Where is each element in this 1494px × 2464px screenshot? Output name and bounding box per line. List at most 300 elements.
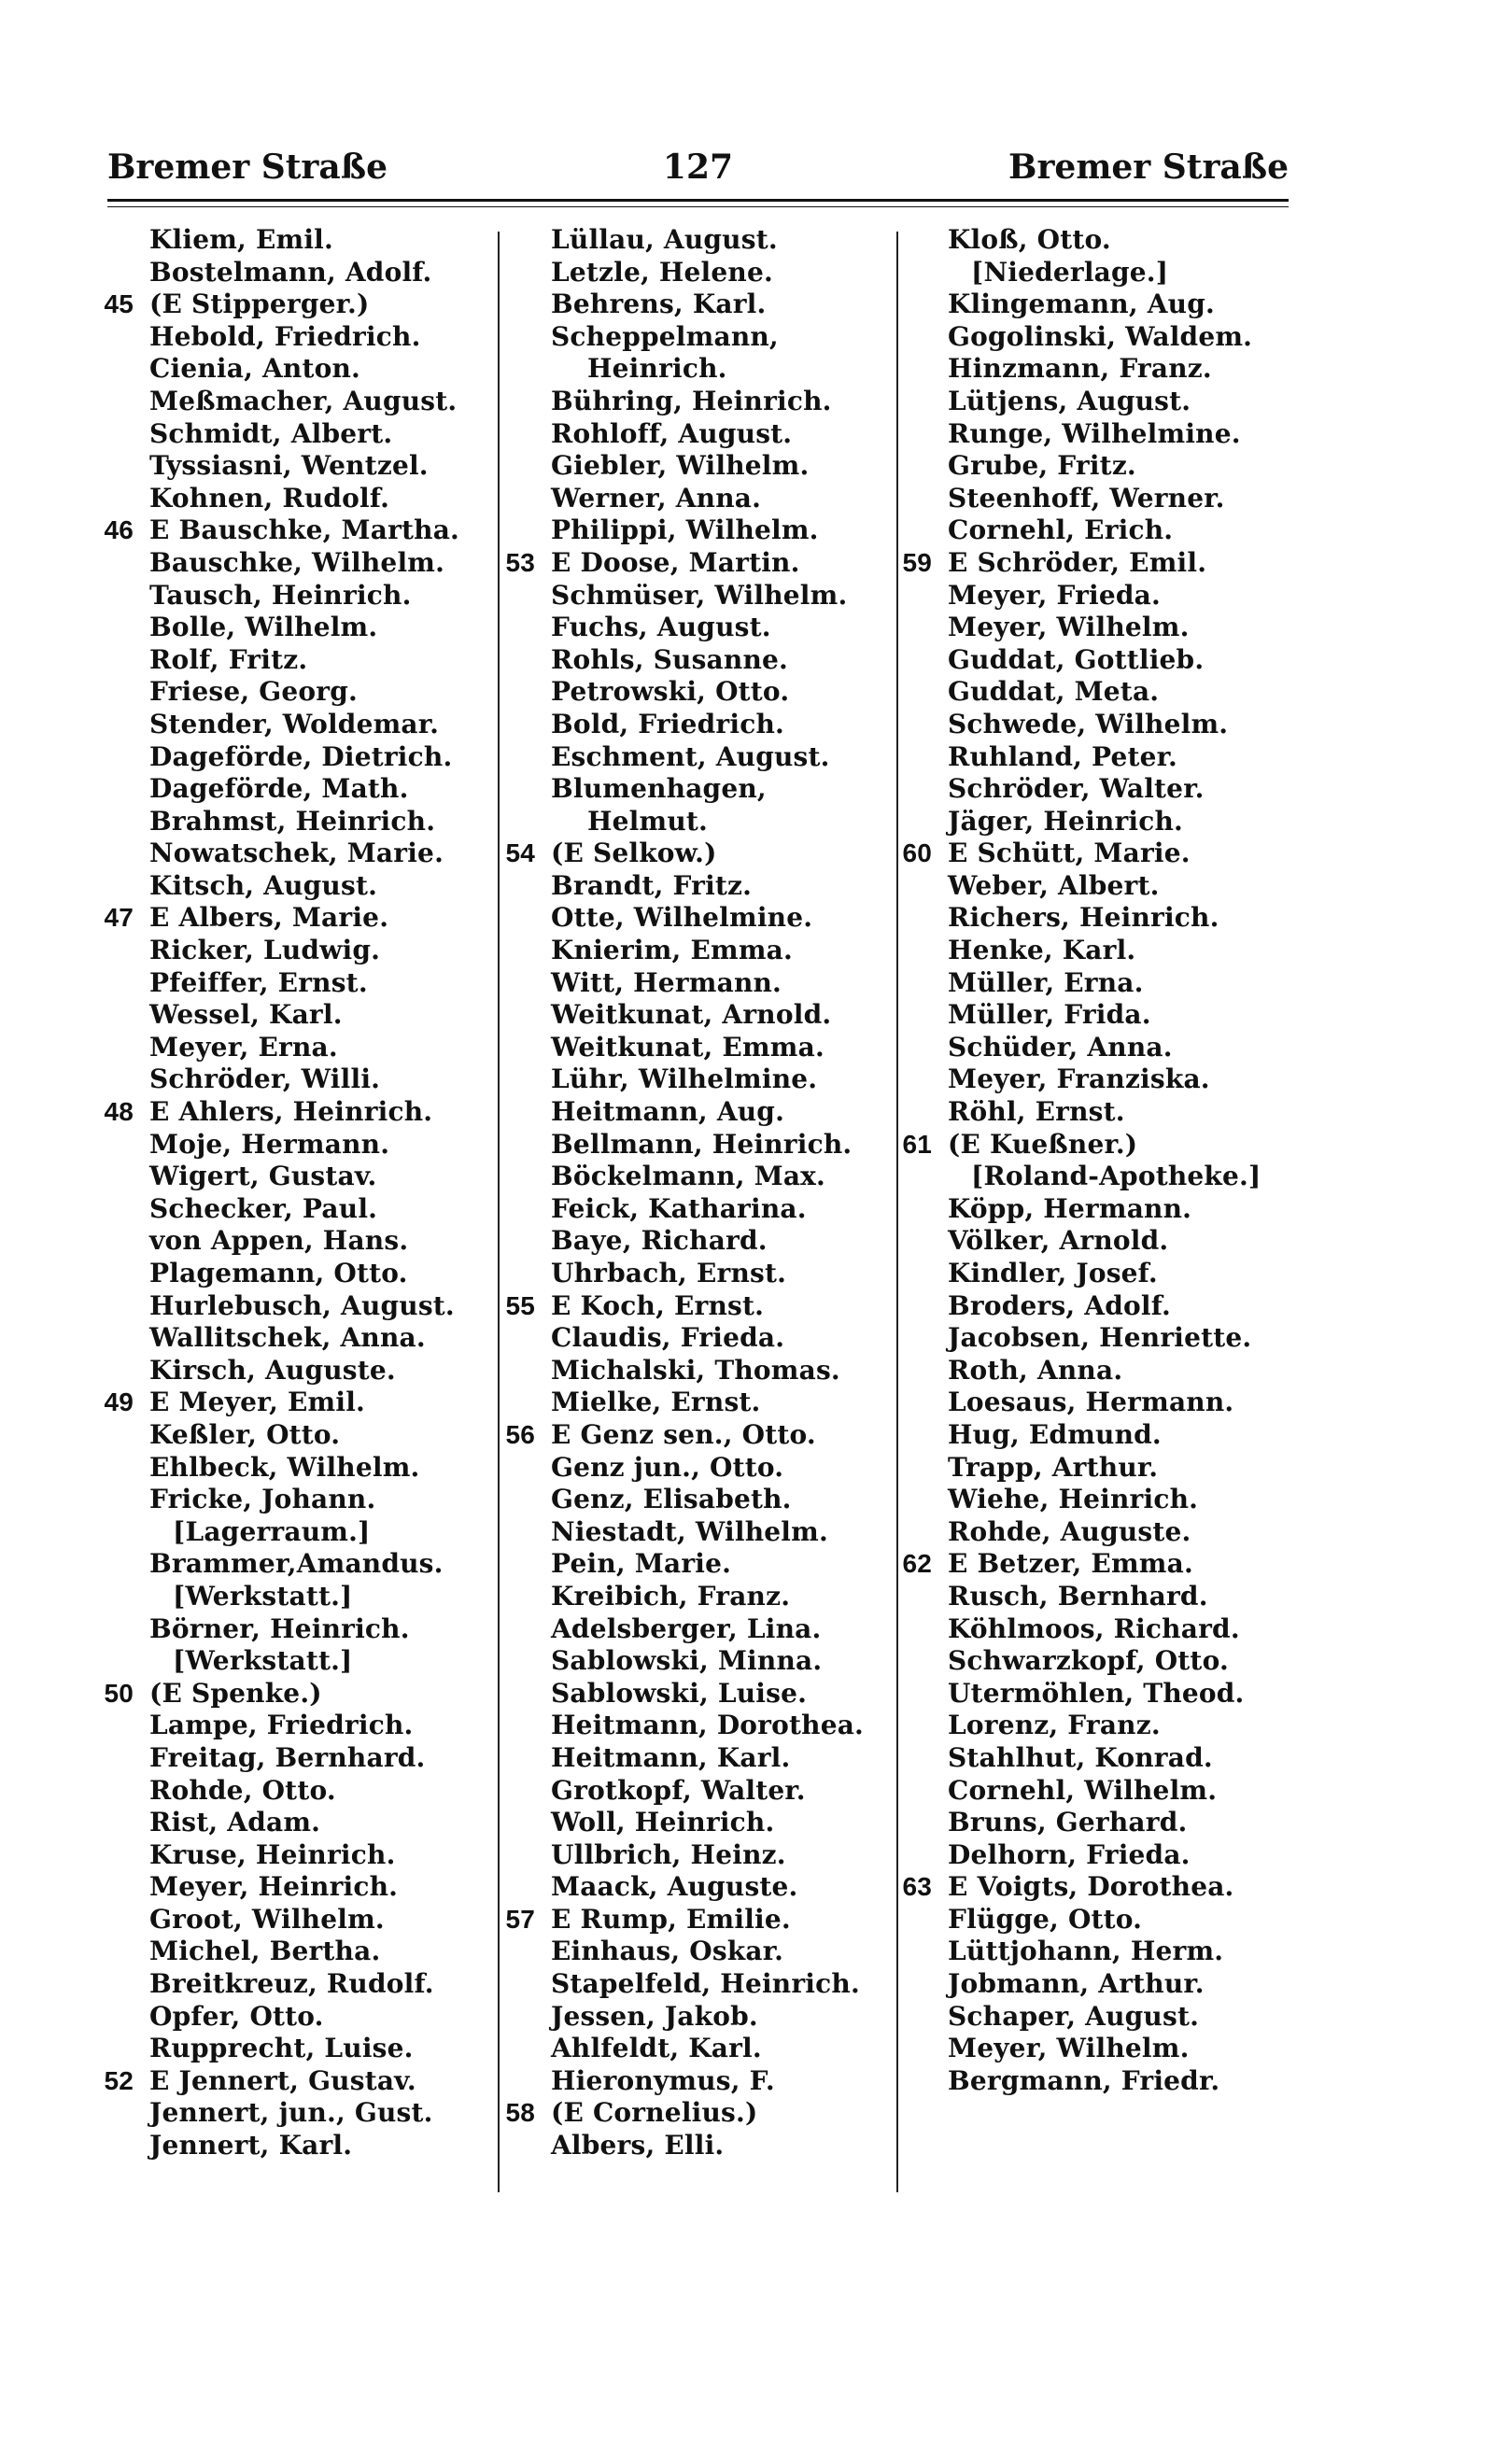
directory-entry	[490, 1839, 901, 1872]
resident-name: Maack, Auguste.	[551, 1871, 798, 1903]
house-number: 63	[902, 1872, 932, 1902]
resident-name: Dageförde, Dietrich.	[149, 740, 453, 772]
resident-name: Weitkunat, Emma.	[551, 1031, 825, 1063]
directory-entry	[490, 547, 901, 580]
resident-name: Hebold, Friedrich.	[149, 320, 421, 352]
directory-entry	[490, 418, 901, 451]
directory-entry	[887, 1290, 1298, 1323]
directory-entry	[887, 289, 1298, 321]
directory-entry	[887, 1742, 1298, 1775]
directory-entry	[89, 1419, 500, 1452]
directory-entry	[490, 1225, 901, 1258]
resident-name: Kliem, Emil.	[149, 224, 333, 255]
resident-name: Richers, Heinrich.	[948, 902, 1219, 934]
street-name-right: Bremer Straße	[1008, 148, 1289, 187]
directory-entry	[887, 2001, 1298, 2034]
directory-entry	[490, 1063, 901, 1096]
directory-entry	[490, 838, 901, 870]
house-number: 49	[104, 1387, 134, 1417]
business-note: [Werkstatt.]	[173, 1645, 353, 1677]
resident-name: Fricke, Johann.	[149, 1484, 376, 1515]
resident-name: Wigert, Gustav.	[149, 1161, 377, 1192]
directory-entry	[490, 1710, 901, 1742]
resident-name: Ruhland, Peter.	[948, 740, 1177, 772]
resident-name: Stapelfeld, Heinrich.	[551, 1968, 860, 2000]
resident-name: Schmüser, Wilhelm.	[551, 579, 848, 611]
resident-name: Otte, Wilhelmine.	[551, 902, 813, 934]
directory-entry	[89, 1322, 500, 1355]
resident-name: Jennert, jun., Gust.	[149, 2097, 433, 2129]
resident-name: Breitkreuz, Rudolf.	[149, 1968, 434, 2000]
column-2	[490, 224, 901, 2162]
directory-entry	[89, 224, 500, 257]
resident-name: Weitkunat, Arnold.	[551, 999, 832, 1031]
directory-entry	[89, 1258, 500, 1290]
business-note: [Werkstatt.]	[173, 1580, 353, 1612]
resident-name: Delhorn, Frieda.	[948, 1838, 1191, 1870]
directory-entry	[490, 1871, 901, 1904]
resident-name: Jessen, Jakob.	[551, 2000, 758, 2032]
directory-entry	[887, 935, 1298, 967]
directory-entry	[490, 999, 901, 1032]
directory-entry	[490, 224, 901, 257]
resident-name: Hieronymus, F.	[551, 2064, 775, 2096]
directory-entry	[89, 1548, 500, 1581]
directory-entry	[887, 1871, 1298, 1904]
directory-entry	[887, 2065, 1298, 2098]
resident-name: Niestadt, Wilhelm.	[551, 1515, 828, 1547]
directory-entry	[887, 1968, 1298, 2001]
directory-entry	[887, 999, 1298, 1032]
directory-entry	[89, 999, 500, 1032]
directory-entry	[490, 1548, 901, 1581]
directory-entry	[89, 321, 500, 354]
resident-name: Rusch, Bernhard.	[948, 1580, 1208, 1612]
resident-name: Steenhoff, Werner.	[948, 482, 1225, 514]
resident-name: Grube, Fritz.	[948, 450, 1136, 482]
directory-entry	[490, 741, 901, 774]
directory-entry	[490, 2097, 901, 2130]
directory-entry	[89, 2130, 500, 2162]
resident-name: Pfeiffer, Ernst.	[149, 966, 368, 998]
resident-name: Meßmacher, August.	[149, 385, 458, 416]
directory-entry	[490, 1484, 901, 1516]
resident-name: Ullbrich, Heinz.	[551, 1838, 786, 1870]
resident-name: Uhrbach, Ernst.	[551, 1258, 787, 1288]
resident-name: E Bauschke, Martha.	[149, 514, 460, 546]
resident-name: Helmut.	[587, 805, 708, 837]
directory-entry	[490, 644, 901, 677]
resident-name: E Rump, Emilie.	[551, 1903, 791, 1935]
directory-entry	[89, 709, 500, 741]
directory-entry	[89, 1775, 500, 1808]
resident-name: Jennert, Karl.	[149, 2130, 353, 2161]
resident-name: Werner, Anna.	[551, 482, 762, 514]
resident-name: Schmidt, Albert.	[149, 417, 393, 449]
resident-name: Jobmann, Arthur.	[948, 1968, 1205, 2000]
directory-entry	[89, 1484, 500, 1516]
resident-name: Köhlmoos, Richard.	[948, 1612, 1240, 1644]
directory-entry	[89, 353, 500, 386]
resident-name: E Ahlers, Heinrich.	[149, 1096, 433, 1128]
directory-entry	[490, 612, 901, 644]
house-number: 50	[104, 1678, 134, 1708]
resident-name: Henke, Karl.	[948, 935, 1136, 966]
page-number: 127	[662, 148, 734, 187]
directory-entry	[490, 902, 901, 935]
directory-entry	[887, 1387, 1298, 1419]
resident-name: Kitsch, August.	[149, 869, 378, 901]
directory-entry	[887, 1096, 1298, 1129]
directory-entry	[89, 1613, 500, 1646]
directory-entry	[89, 1968, 500, 2001]
page-header	[107, 148, 1289, 194]
resident-name: Bellmann, Heinrich.	[551, 1128, 853, 1160]
directory-entry	[887, 1807, 1298, 1839]
directory-entry	[490, 483, 901, 515]
directory-entry	[89, 450, 500, 483]
directory-entry	[887, 418, 1298, 451]
directory-entry	[89, 1678, 500, 1711]
directory-entry	[89, 1290, 500, 1323]
resident-name: Stender, Woldemar.	[149, 708, 440, 739]
directory-entry	[490, 967, 901, 1000]
resident-name: Ahlfeldt, Karl.	[551, 2033, 762, 2064]
directory-entry	[89, 1225, 500, 1258]
resident-name: (E Cornelius.)	[551, 2097, 758, 2129]
resident-name: Jacobsen, Henriette.	[948, 1322, 1252, 1354]
directory-entry	[490, 1645, 901, 1678]
resident-name: Witt, Hermann.	[551, 966, 782, 998]
resident-name: Schröder, Walter.	[948, 773, 1205, 805]
resident-name: Adelsberger, Lina.	[551, 1612, 822, 1644]
resident-name: Michel, Bertha.	[149, 1936, 381, 1967]
house-number: 54	[505, 838, 535, 868]
directory-entry	[89, 1710, 500, 1742]
resident-name: Opfer, Otto.	[149, 2000, 324, 2032]
directory-entry	[887, 1452, 1298, 1485]
resident-name: Rolf, Fritz.	[149, 643, 308, 675]
directory-entry	[490, 514, 901, 547]
directory-entry	[887, 773, 1298, 806]
resident-name: Kirsch, Auguste.	[149, 1354, 396, 1386]
resident-name: Kindler, Josef.	[948, 1258, 1158, 1288]
resident-name: Rist, Adam.	[149, 1807, 321, 1838]
directory-entry	[887, 321, 1298, 354]
directory-entry	[490, 1129, 901, 1162]
directory-entry	[490, 1516, 901, 1549]
directory-entry	[887, 1161, 1298, 1193]
resident-name: Pein, Marie.	[551, 1548, 732, 1580]
directory-entry	[887, 1548, 1298, 1581]
directory-entry	[887, 514, 1298, 547]
resident-name: Schwede, Wilhelm.	[948, 708, 1229, 739]
directory-entry	[887, 1936, 1298, 1968]
directory-entry	[89, 1387, 500, 1419]
directory-entry	[89, 1129, 500, 1162]
house-number: 61	[902, 1129, 932, 1159]
resident-name: Dageförde, Math.	[149, 773, 409, 805]
directory-entry	[887, 257, 1298, 289]
directory-entry	[887, 1032, 1298, 1064]
directory-entry	[89, 418, 500, 451]
resident-name: Schaper, August.	[948, 2000, 1200, 2032]
resident-name: Bold, Friedrich.	[551, 708, 784, 739]
directory-entry	[89, 514, 500, 547]
resident-name: Bruns, Gerhard.	[948, 1807, 1188, 1838]
directory-entry	[887, 838, 1298, 870]
directory-entry	[89, 773, 500, 806]
resident-name: Lühr, Wilhelmine.	[551, 1063, 818, 1095]
directory-entry	[89, 1452, 500, 1485]
resident-name: Kruse, Heinrich.	[149, 1838, 396, 1870]
house-number: 46	[104, 515, 134, 545]
resident-name: E Voigts, Dorothea.	[948, 1871, 1234, 1903]
resident-name: E Betzer, Emma.	[948, 1548, 1193, 1580]
directory-entry	[490, 1581, 901, 1613]
directory-entry	[887, 1419, 1298, 1452]
resident-name: Woll, Heinrich.	[551, 1807, 775, 1838]
resident-name: Heitmann, Aug.	[551, 1096, 785, 1128]
resident-name: Hinzmann, Franz.	[948, 353, 1212, 385]
directory-entry	[887, 1193, 1298, 1226]
resident-name: Lüttjohann, Herm.	[948, 1936, 1224, 1967]
directory-entry	[89, 870, 500, 903]
resident-name: Nowatschek, Marie.	[149, 838, 444, 869]
column-1	[89, 224, 500, 2162]
resident-name: Schwarzkopf, Otto.	[948, 1645, 1229, 1677]
directory-entry	[887, 1904, 1298, 1936]
resident-name: Brandt, Fritz.	[551, 869, 753, 901]
directory-entry	[89, 1807, 500, 1839]
directory-entry	[89, 612, 500, 644]
resident-name: Heitmann, Karl.	[551, 1741, 791, 1773]
resident-name: Michalski, Thomas.	[551, 1354, 840, 1386]
resident-name: E Jennert, Gustav.	[149, 2064, 416, 2096]
directory-entry	[887, 1355, 1298, 1387]
resident-name: Stahlhut, Konrad.	[948, 1741, 1213, 1773]
resident-name: Weber, Albert.	[948, 869, 1160, 901]
resident-name: Cornehl, Wilhelm.	[948, 1774, 1218, 1806]
resident-name: Jäger, Heinrich.	[948, 805, 1184, 837]
resident-name: Behrens, Karl.	[551, 289, 767, 320]
header-rule-thick	[107, 199, 1289, 202]
directory-entry	[89, 1516, 500, 1549]
directory-entry	[89, 902, 500, 935]
directory-entry	[89, 2033, 500, 2065]
directory-entry	[490, 450, 901, 483]
directory-entry	[89, 1193, 500, 1226]
directory-entry	[490, 321, 901, 354]
resident-name: Fuchs, August.	[551, 612, 771, 643]
directory-entry	[490, 1968, 901, 2001]
directory-entry	[89, 547, 500, 580]
directory-entry	[490, 1322, 901, 1355]
resident-name: Genz, Elisabeth.	[551, 1484, 792, 1515]
directory-entry	[887, 1645, 1298, 1678]
house-number: 60	[902, 838, 932, 868]
directory-entry	[490, 289, 901, 321]
house-number: 56	[505, 1419, 535, 1449]
directory-entry	[89, 1839, 500, 1872]
resident-name: Sablowski, Minna.	[551, 1645, 823, 1677]
directory-entry	[89, 386, 500, 418]
directory-entry	[887, 1063, 1298, 1096]
directory-entry	[887, 1322, 1298, 1355]
directory-entry	[887, 1581, 1298, 1613]
directory-entry	[887, 644, 1298, 677]
resident-name: Sablowski, Luise.	[551, 1677, 808, 1709]
business-note: [Roland-Apotheke.]	[971, 1161, 1261, 1192]
resident-name: E Doose, Martin.	[551, 546, 800, 578]
directory-entry	[89, 1063, 500, 1096]
house-number: 53	[505, 547, 535, 577]
directory-entry	[89, 838, 500, 870]
resident-name: Heitmann, Dorothea.	[551, 1710, 865, 1741]
directory-entry	[887, 1775, 1298, 1808]
directory-entry	[89, 1032, 500, 1064]
resident-name: Cornehl, Erich.	[948, 514, 1174, 546]
resident-name: Bergmann, Friedr.	[948, 2064, 1220, 2096]
resident-name: Feick, Katharina.	[551, 1192, 807, 1224]
resident-name: Trapp, Arthur.	[948, 1451, 1159, 1483]
resident-name: Brammer,Amandus.	[149, 1548, 444, 1580]
resident-name: Einhaus, Oskar.	[551, 1936, 784, 1967]
directory-entry	[89, 2065, 500, 2098]
resident-name: Schecker, Paul.	[149, 1192, 378, 1224]
resident-name: Ehlbeck, Wilhelm.	[149, 1451, 420, 1483]
directory-entry	[887, 806, 1298, 838]
resident-name: Giebler, Wilhelm.	[551, 450, 810, 482]
resident-name: E Meyer, Emil.	[149, 1387, 365, 1418]
resident-name: E Koch, Ernst.	[551, 1289, 765, 1321]
directory-entry	[490, 1355, 901, 1387]
directory-entry	[490, 1742, 901, 1775]
resident-name: Guddat, Meta.	[948, 676, 1160, 708]
resident-name: Lorenz, Franz.	[948, 1710, 1161, 1741]
resident-name: Meyer, Wilhelm.	[948, 612, 1190, 643]
directory-entry	[89, 935, 500, 967]
directory-entry	[887, 450, 1298, 483]
directory-entry	[89, 967, 500, 1000]
house-number: 57	[505, 1904, 535, 1934]
resident-name: Rohde, Otto.	[149, 1774, 336, 1806]
directory-entry	[89, 1161, 500, 1193]
directory-entry	[490, 1613, 901, 1646]
directory-entry	[887, 2033, 1298, 2065]
directory-entry	[89, 1871, 500, 1904]
directory-entry	[89, 1355, 500, 1387]
resident-name: Brahmst, Heinrich.	[149, 805, 436, 837]
directory-entry	[89, 1936, 500, 1968]
resident-name: Böckelmann, Max.	[551, 1161, 826, 1192]
directory-entry	[490, 580, 901, 612]
directory-entry	[89, 289, 500, 321]
directory-entry	[887, 1613, 1298, 1646]
resident-name: Rupprecht, Luise.	[149, 2033, 414, 2064]
resident-name: Ricker, Ludwig.	[149, 935, 381, 966]
directory-entry	[490, 1258, 901, 1290]
resident-name: Lütjens, August.	[948, 385, 1191, 416]
resident-name: Tausch, Heinrich.	[149, 579, 412, 611]
directory-entry	[89, 1096, 500, 1129]
resident-name: Friese, Georg.	[149, 676, 358, 708]
column-3	[887, 224, 1298, 2097]
resident-name: Kreibich, Franz.	[551, 1580, 791, 1612]
resident-name: Scheppelmann,	[551, 320, 779, 352]
directory-entry	[490, 1419, 901, 1452]
directory-entry	[89, 483, 500, 515]
resident-name: Lampe, Friedrich.	[149, 1710, 414, 1741]
resident-name: Rohloff, August.	[551, 417, 793, 449]
resident-name: Meyer, Wilhelm.	[948, 2033, 1190, 2064]
directory-entry	[490, 2001, 901, 2034]
resident-name: Mielke, Ernst.	[551, 1387, 761, 1418]
street-name-left: Bremer Straße	[107, 148, 388, 187]
header-rule-thin	[107, 206, 1289, 207]
directory-entry	[887, 1516, 1298, 1549]
resident-name: Claudis, Frieda.	[551, 1322, 785, 1354]
resident-name: Flügge, Otto.	[948, 1903, 1143, 1935]
resident-name: Plagemann, Otto.	[149, 1258, 408, 1288]
directory-entry	[887, 1225, 1298, 1258]
directory-entry	[490, 773, 901, 806]
directory-entry	[887, 580, 1298, 612]
directory-entry	[89, 806, 500, 838]
resident-name: Petrowski, Otto.	[551, 676, 790, 708]
resident-name: Schüder, Anna.	[948, 1031, 1173, 1063]
directory-entry	[89, 2097, 500, 2130]
resident-name: Bühring, Heinrich.	[551, 385, 832, 416]
resident-name: Philippi, Wilhelm.	[551, 514, 819, 546]
directory-entry	[887, 902, 1298, 935]
directory-entry	[887, 547, 1298, 580]
resident-name: Kohnen, Rudolf.	[149, 482, 390, 514]
directory-entry	[89, 580, 500, 612]
resident-name: Gogolinski, Waldem.	[948, 320, 1253, 352]
directory-entry	[490, 1161, 901, 1193]
directory-entry	[490, 2033, 901, 2065]
directory-entry	[490, 1936, 901, 1968]
resident-name: Wessel, Karl.	[149, 999, 343, 1031]
resident-name: Broders, Adolf.	[948, 1289, 1171, 1321]
house-number: 58	[505, 2098, 535, 2128]
directory-entry	[490, 2130, 901, 2162]
resident-name: Grotkopf, Walter.	[551, 1774, 806, 1806]
resident-name: Runge, Wilhelmine.	[948, 417, 1241, 449]
directory-entry	[89, 741, 500, 774]
directory-entry	[887, 709, 1298, 741]
directory-entry	[89, 1742, 500, 1775]
resident-name: Klingemann, Aug.	[948, 289, 1215, 320]
directory-entry	[490, 1387, 901, 1419]
resident-name: Guddat, Gottlieb.	[948, 643, 1205, 675]
resident-name: Börner, Heinrich.	[149, 1612, 410, 1644]
directory-entry	[490, 257, 901, 289]
resident-name: Lüllau, August.	[551, 224, 778, 255]
directory-entry	[887, 1258, 1298, 1290]
resident-name: Letzle, Helene.	[551, 256, 773, 288]
resident-name: Köpp, Hermann.	[948, 1192, 1192, 1224]
directory-entry	[89, 1904, 500, 1936]
resident-name: Genz jun., Otto.	[551, 1451, 784, 1483]
directory-entry	[887, 1678, 1298, 1711]
directory-entry	[887, 1484, 1298, 1516]
directory-entry	[490, 386, 901, 418]
directory-entry	[490, 676, 901, 709]
directory-entry	[89, 257, 500, 289]
resident-name: Cienia, Anton.	[149, 353, 360, 385]
